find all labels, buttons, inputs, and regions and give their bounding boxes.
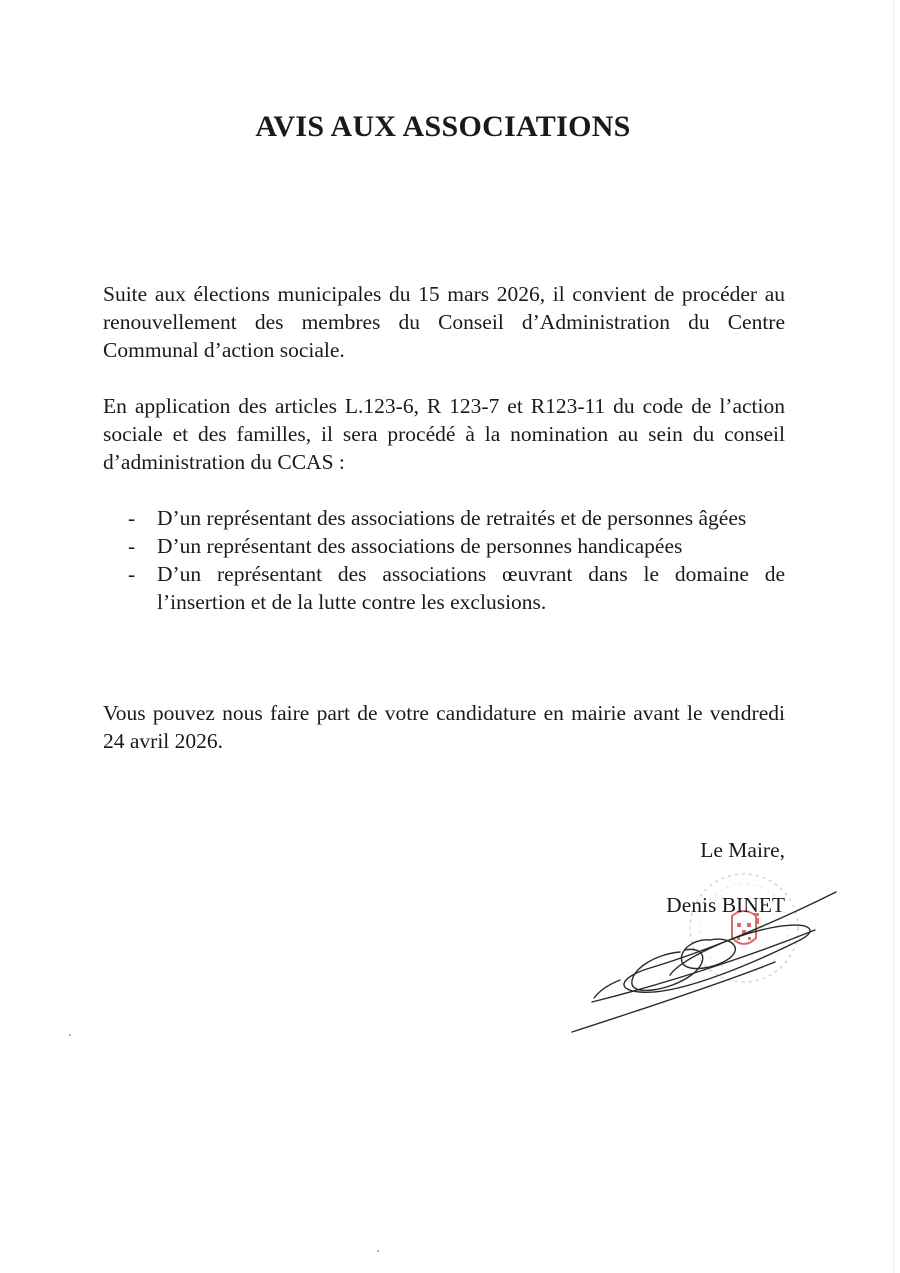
scan-edge-line xyxy=(893,0,894,1273)
list-item xyxy=(103,532,785,560)
paragraph-elections: Suite aux élections municipales du 15 mars 2026, il convient de procéder au renouvellement des membres du Conseil d’Administration du Centre Communal d’action sociale. xyxy=(103,282,785,362)
list-item-text: D’un représentant des associations de retraités et de personnes âgées xyxy=(157,506,747,530)
scan-speck xyxy=(377,1250,379,1252)
bullet-dash: - xyxy=(128,506,136,530)
bullet-dash: - xyxy=(128,562,136,586)
handwritten-signature xyxy=(560,880,850,1040)
list-item-text: D’un représentant des associations œuvrant dans le domaine de l’insertion et de la lutte contre les exclusions. xyxy=(157,562,785,614)
signatory-name: Denis BINET xyxy=(666,893,785,917)
signatory-role: Le Maire, xyxy=(700,838,785,862)
scan-speck xyxy=(69,1034,71,1036)
notice-title: AVIS AUX ASSOCIATIONS xyxy=(255,110,631,143)
bullet-dash: - xyxy=(128,534,136,558)
list-item-text: D’un représentant des associations de personnes handicapées xyxy=(157,534,683,558)
list-item xyxy=(103,560,785,616)
paragraph-candidature: Vous pouvez nous faire part de votre candidature en mairie avant le vendredi 24 avril 2026. xyxy=(103,701,785,753)
list-item xyxy=(103,504,785,532)
representatives-list xyxy=(103,504,785,616)
paragraph-application: En application des articles L.123-6, R 123-7 et R123-11 du code de l’action sociale et des familles, il sera procédé à la nomination au sein du conseil d’administration du CCAS : xyxy=(103,394,785,474)
